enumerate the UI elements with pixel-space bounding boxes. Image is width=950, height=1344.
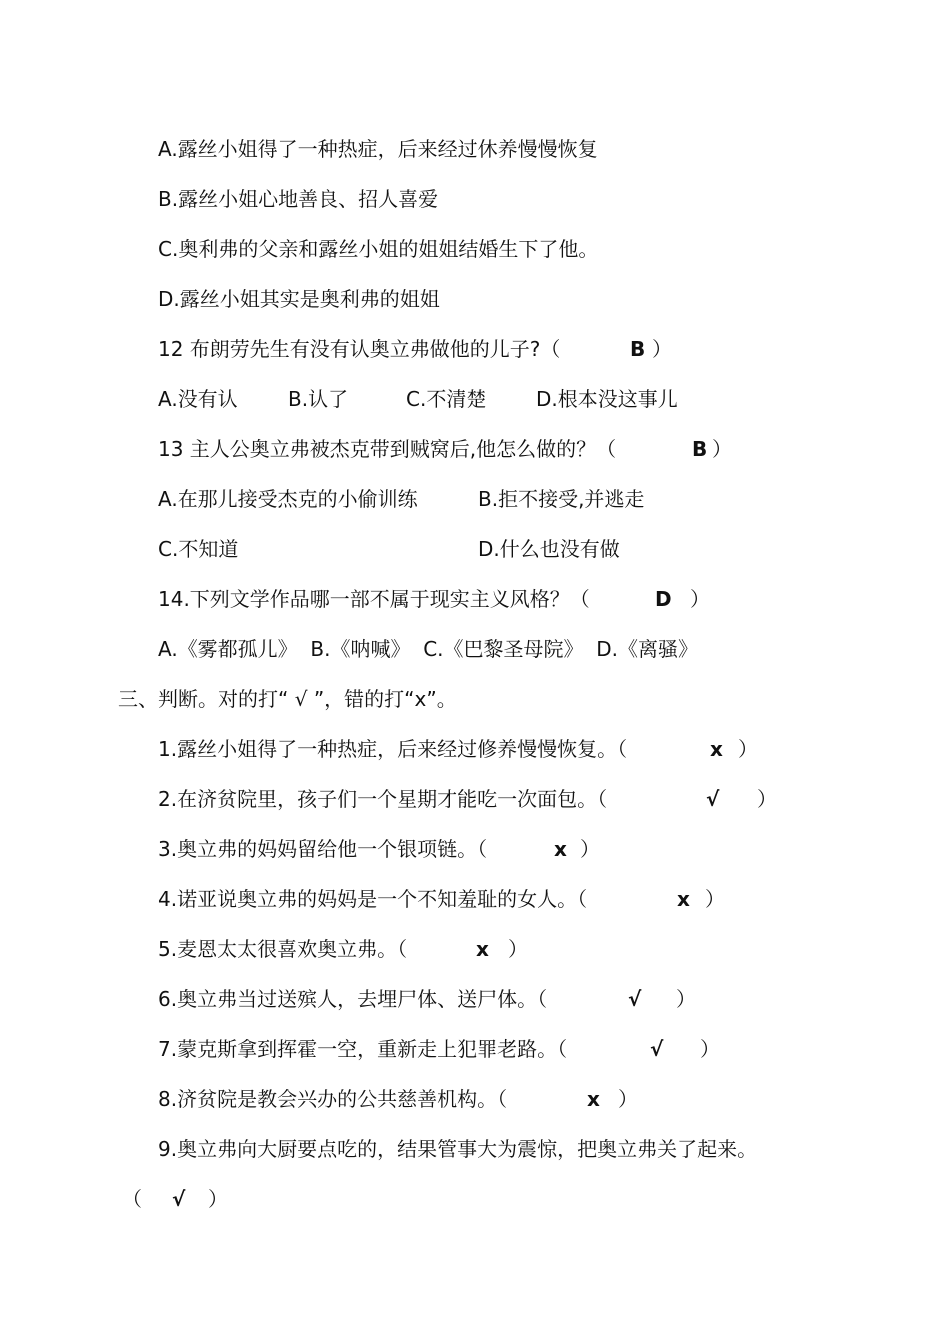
close-paren: ）	[700, 1037, 720, 1061]
answer-13: B	[692, 437, 708, 461]
judgment-8: 8.济贫院是教会兴办的公共慈善机构。（	[158, 1087, 508, 1111]
judgment-7-answer: √	[650, 1037, 664, 1061]
judgment-2-answer: √	[706, 787, 720, 811]
close-paren: ）	[738, 737, 758, 761]
option-a: A.露丝小姐得了一种热症，后来经过休养慢慢恢复	[158, 137, 598, 161]
judgment-1: 1.露丝小姐得了一种热症，后来经过修养慢慢恢复。（	[158, 737, 628, 761]
judgment-8-answer: x	[587, 1087, 600, 1111]
q12-option-a: A.没有认	[158, 387, 238, 411]
close-paren: ）	[676, 987, 696, 1011]
judgment-7: 7.蒙克斯拿到挥霍一空，重新走上犯罪老路。（	[158, 1037, 568, 1061]
open-paren: （	[122, 1187, 142, 1211]
judgment-4-answer: x	[677, 887, 690, 911]
judgment-3-answer: x	[554, 837, 567, 861]
q12-option-d: D.根本没这事儿	[536, 387, 678, 411]
judgment-2: 2.在济贫院里，孩子们一个星期才能吃一次面包。（	[158, 787, 608, 811]
judgment-3: 3.奥立弗的妈妈留给他一个银项链。（	[158, 837, 488, 861]
judgment-5: 5.麦恩太太很喜欢奥立弗。（	[158, 937, 408, 961]
close-paren: ）	[712, 437, 732, 461]
close-paren: ）	[208, 1187, 228, 1211]
judgment-5-answer: x	[476, 937, 489, 961]
q12-option-c: C.不清楚	[406, 387, 487, 411]
option-c: C.奥利弗的父亲和露丝小姐的姐姐结婚生下了他。	[158, 237, 599, 261]
close-paren: ）	[705, 887, 725, 911]
option-b: B.露丝小姐心地善良、招人喜爱	[158, 187, 439, 211]
q13-option-a: A.在那儿接受杰克的小偷训练	[158, 487, 418, 511]
q14-options: A.《雾都孤儿》 B.《呐喊》 C.《巴黎圣母院》 D.《离骚》	[158, 637, 698, 661]
option-d: D.露丝小姐其实是奥利弗的姐姐	[158, 287, 440, 311]
question-13: 13 主人公奥立弗被杰克带到贼窝后,他怎么做的？（	[158, 437, 617, 461]
judgment-9-answer: √	[172, 1187, 186, 1211]
q12-option-b: B.认了	[288, 387, 349, 411]
close-paren: ）	[652, 337, 672, 361]
close-paren: ）	[508, 937, 528, 961]
question-12: 12 布朗劳先生有没有认奥立弗做他的儿子?（	[158, 337, 561, 361]
judgment-9: 9.奥立弗向大厨要点吃的，结果管事大为震惊，把奥立弗关了起来。	[158, 1137, 758, 1161]
judgment-1-answer: x	[710, 737, 723, 761]
judgment-6: 6.奥立弗当过送殡人，去埋尸体、送尸体。（	[158, 987, 548, 1011]
question-14: 14.下列文学作品哪一部不属于现实主义风格？（	[158, 587, 590, 611]
section-heading: 三、判断。对的打“ √ ”，错的打“x”。	[118, 687, 457, 711]
q13-option-c: C.不知道	[158, 537, 239, 561]
close-paren: ）	[757, 787, 777, 811]
answer-12: B	[630, 337, 646, 361]
close-paren: ）	[618, 1087, 638, 1111]
judgment-6-answer: √	[628, 987, 642, 1011]
judgment-4: 4.诺亚说奥立弗的妈妈是一个不知羞耻的女人。（	[158, 887, 588, 911]
close-paren: ）	[690, 587, 710, 611]
close-paren: ）	[580, 837, 600, 861]
q13-option-b: B.拒不接受,并逃走	[478, 487, 645, 511]
answer-14: D	[655, 587, 672, 611]
q13-option-d: D.什么也没有做	[478, 537, 620, 561]
